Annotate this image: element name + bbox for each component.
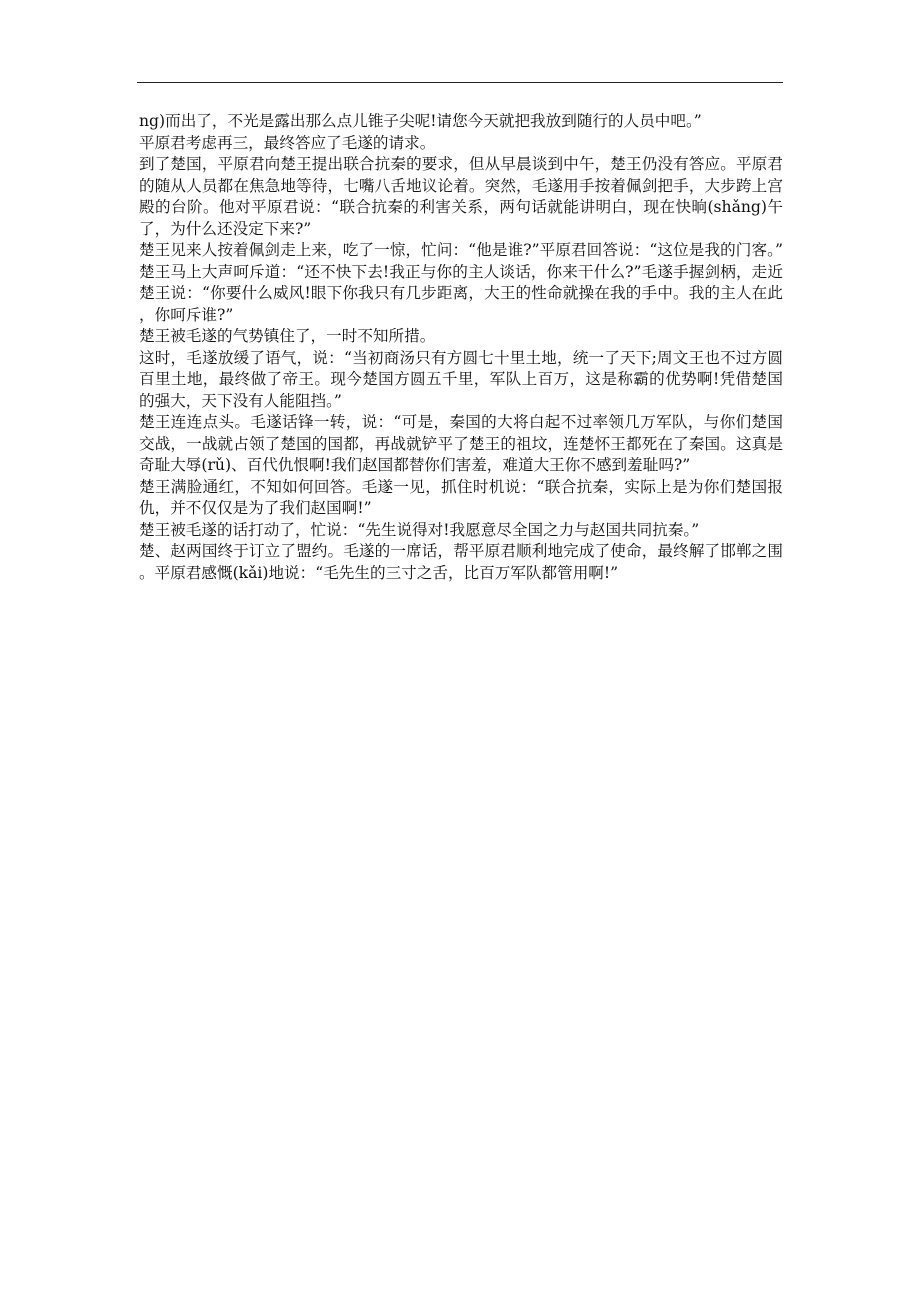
paragraph-5: 楚王被毛遂的气势镇住了，一时不知所措。 bbox=[139, 327, 436, 345]
header-rule bbox=[137, 82, 783, 83]
paragraph-8: 楚王满脸通红，不知如何回答。毛遂一见，抓住时机说：“联合抗秦，实际上是为你们楚国报仇，并不仅仅是为了我们赵国啊!” bbox=[139, 477, 783, 517]
paragraph-4: 楚王见来人按着佩剑走上来，吃了一惊，忙问：“他是谁?”平原君回答说：“这位是我的门客。”楚王马上大声呵斥道：“还不快下去!我正与你的主人谈话，你来干什么?”毛遂手握剑柄，走近楚王说：“你要什么威风!眼下你我只有几步距离，大王的性命就操在我的手中。我的主人在此，你呵斥谁?” bbox=[139, 241, 783, 324]
paragraph-3: 到了楚国，平原君向楚王提出联合抗秦的要求，但从早晨谈到中午，楚王仍没有答应。平原君的随从人员都在焦急地等待，七嘴八舌地议论着。突然，毛遂用手按着佩剑把手，大步跨上宫殿的台阶。他对平原君说：“联合抗秦的利害关系，两句话就能讲明白，现在快晌(shǎng)午了，为什么还没定下来?” bbox=[139, 155, 783, 238]
paragraph-1: ng)而出了，不光是露出那么点儿锥子尖呢!请您今天就把我放到随行的人员中吧。” bbox=[139, 112, 702, 130]
paragraph-9: 楚王被毛遂的话打动了，忙说：“先生说得对!我愿意尽全国之力与赵国共同抗秦。” bbox=[139, 520, 700, 539]
paragraph-6: 这时，毛遂放缓了语气，说：“当初商汤只有方圆七十里土地，统一了天下;周文王也不过方圆百里土地，最终做了帝王。现今楚国方圆五千里，军队上百万，这是称霸的优势啊!凭借楚国的强大，天下没有人能阻挡。” bbox=[139, 348, 783, 410]
paragraph-10: 楚、赵两国终于订立了盟约。毛遂的一席话，帮平原君顺利地完成了使命，最终解了邯郸之围。平原君感慨(kǎi)地说：“毛先生的三寸之舌，比百万军队都管用啊!” bbox=[139, 542, 783, 582]
paragraph-2: 平原君考虑再三，最终答应了毛遂的请求。 bbox=[139, 133, 436, 152]
paragraph-7: 楚王连连点头。毛遂话锋一转，说：“可是，秦国的大将白起不过率领几万军队，与你们楚国交战，一战就占领了楚国的国都，再战就铲平了楚王的祖坟，连楚怀王都死在了秦国。这真是奇耻大辱(rǔ)、百代仇恨啊!我们赵国都替你们害羞，难道大王你不感到羞耻吗?” bbox=[139, 413, 783, 474]
document-body bbox=[139, 111, 783, 584]
